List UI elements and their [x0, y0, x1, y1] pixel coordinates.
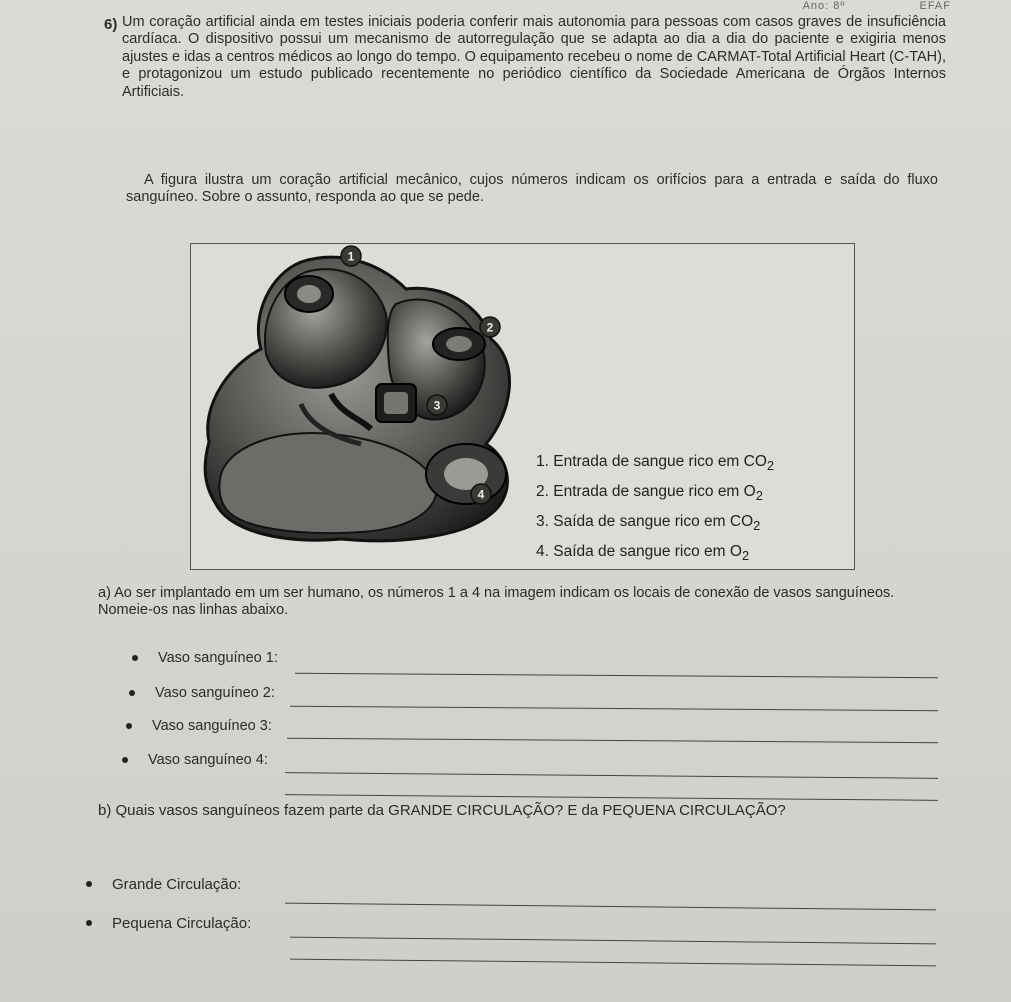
- small-circulation-label: Pequena Circulação:: [112, 915, 251, 932]
- blood-vessel-2-label: Vaso sanguíneo 2:: [155, 685, 275, 701]
- legend-item-2: 2. Entrada de sangue rico em $O_2$: [536, 483, 763, 504]
- answer-line-1[interactable]: [295, 673, 938, 678]
- header-level: EFAF: [919, 0, 951, 12]
- blood-vessel-3-label: Vaso sanguíneo 3:: [152, 718, 272, 734]
- legend-item-4: 4. Saída de sangue rico em $O_2$: [536, 543, 750, 564]
- marker-2: [480, 317, 500, 337]
- bullet-icon: [86, 920, 92, 926]
- answer-line-great-circulation[interactable]: [285, 903, 936, 911]
- part-a-prompt: a) Ao ser implantado em um ser humano, os números 1 a 4 na imagem indicam os locais de conexão de vasos sanguíneos. Nomeie-os nas linhas abaixo.: [98, 585, 895, 619]
- marker-4: [471, 484, 491, 504]
- header-grade: Ano: 8º: [802, 0, 846, 12]
- marker-3: [427, 395, 447, 415]
- bullet-icon: [126, 723, 132, 729]
- answer-line-4a[interactable]: [285, 772, 938, 779]
- question-paragraph-2: A figura ilustra um coração artificial mecânico, cujos números indicam os orifícios para a entrada e saída do fluxo sanguíneo. Sobre o assunto, responda ao que se pede.: [126, 172, 938, 206]
- blood-vessel-1-label: Vaso sanguíneo 1:: [158, 650, 278, 666]
- bullet-icon: [132, 655, 138, 661]
- question-number: 6): [104, 16, 118, 33]
- answer-line-3[interactable]: [287, 738, 938, 744]
- legend-item-3: 3. Saída de sangue rico em $CO_2$: [536, 513, 761, 534]
- question-paragraph-1: Um coração artificial ainda em testes iniciais poderia conferir mais autonomia para pessoas com casos graves de insuficiência cardíaca. O dispositivo possui um mecanismo de autorregulação que se adapta ao dia a dia do paciente e exigiria menos ajustes e idas a centros médicos ao longo do tempo. O equipamento recebeu o nome de CARMAT-Total Artificial Heart (C-TAH), e protagonizou um estudo publicado recentemente no periódico científico da Sociedade Americana de Órgãos Internos Artificiais.: [122, 14, 946, 100]
- great-circulation-label: Grande Circulação:: [112, 876, 241, 893]
- svg-text:3: 3: [433, 398, 441, 413]
- blood-vessel-4-label: Vaso sanguíneo 4:: [148, 752, 268, 768]
- artificial-heart-figure: [190, 243, 855, 570]
- svg-text:4: 4: [477, 487, 485, 502]
- legend-item-1: 1. Entrada de sangue rico em $CO_2$: [536, 453, 775, 474]
- bullet-icon: [129, 690, 135, 696]
- marker-1: [341, 246, 361, 266]
- answer-line-2[interactable]: [290, 706, 938, 712]
- header: [733, 0, 951, 12]
- part-b-prompt: b) Quais vasos sanguíneos fazem parte da GRANDE CIRCULAÇÃO? E da PEQUENA CIRCULAÇÃO?: [98, 802, 786, 819]
- svg-text:1: 1: [347, 249, 355, 264]
- answer-line-small-circulation-2[interactable]: [290, 959, 936, 967]
- svg-text:2: 2: [486, 320, 494, 335]
- bullet-icon: [122, 757, 128, 763]
- bullet-icon: [86, 881, 92, 887]
- answer-line-small-circulation-1[interactable]: [290, 937, 936, 945]
- figure-legend: [536, 449, 846, 569]
